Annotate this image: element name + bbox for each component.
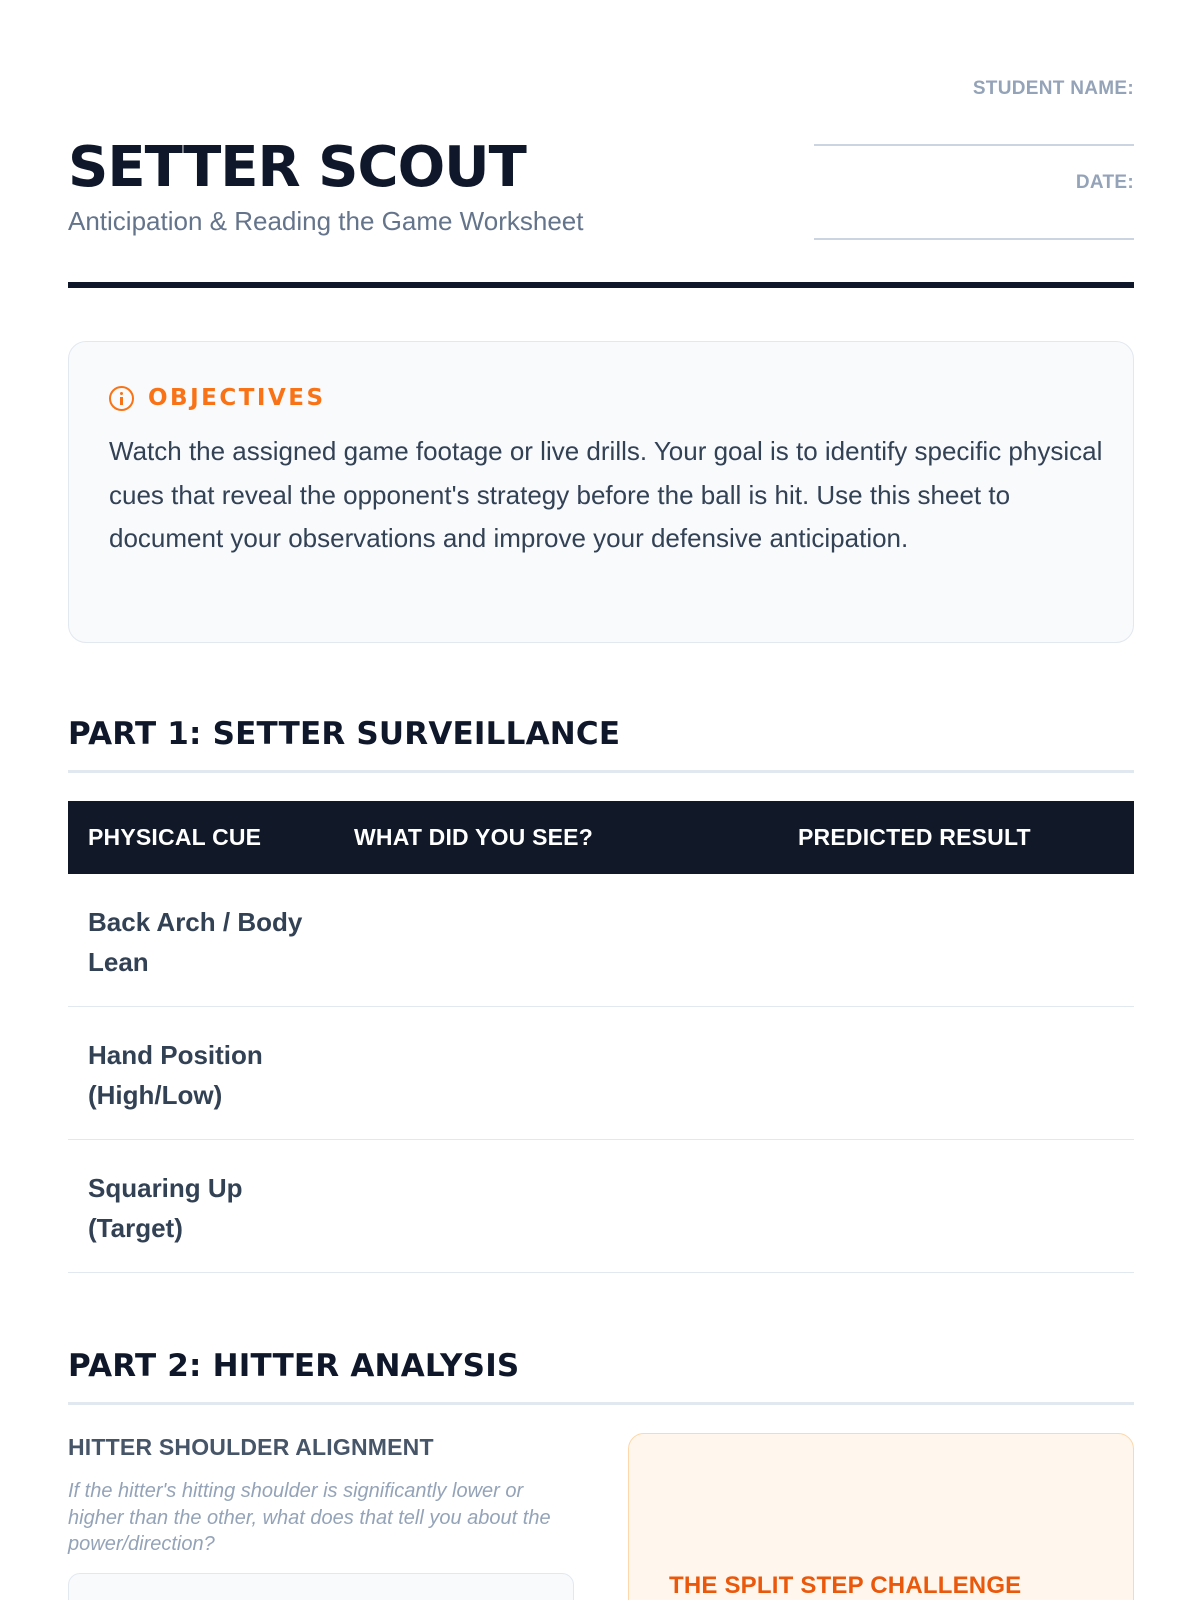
table-header — [68, 801, 1134, 874]
worksheet-page — [68, 0, 1134, 1600]
objectives-heading — [109, 384, 326, 412]
student-name-field[interactable] — [814, 144, 1134, 146]
page-title: SETTER SCOUT — [68, 135, 526, 200]
objectives-title: OBJECTIVES — [148, 385, 326, 411]
table-row[interactable] — [68, 1007, 1134, 1140]
setter-surveillance-table — [68, 801, 1134, 1273]
objectives-box — [68, 341, 1134, 643]
date-field[interactable] — [814, 238, 1134, 240]
objectives-text: Watch the assigned game footage or live drills. Your goal is to identify specific physical cues that reveal the opponent's strategy before the ball is hit. Use this sheet to document your observations and improve your defensive anticipation. — [109, 436, 1103, 553]
info-circle-icon — [109, 386, 134, 411]
part1-divider — [68, 770, 1134, 773]
shoulder-alignment-hint: If the hitter's hitting shoulder is significantly lower or higher than the other, what does that tell you about the power/direction? — [68, 1480, 551, 1555]
worksheet-header — [68, 0, 1134, 288]
student-name-label: STUDENT NAME: — [972, 78, 1134, 99]
cue-label: Back Arch / Body Lean — [88, 907, 303, 977]
cue-label: Squaring Up (Target) — [88, 1173, 243, 1243]
part2-divider — [68, 1402, 1134, 1405]
shoulder-alignment-answer-field[interactable] — [68, 1573, 574, 1600]
split-step-challenge-card — [628, 1433, 1134, 1600]
table-row[interactable] — [68, 874, 1134, 1007]
hitter-shoulder-alignment-title: HITTER SHOULDER ALIGNMENT — [68, 1434, 434, 1460]
part2-title: PART 2: HITTER ANALYSIS — [68, 1348, 520, 1384]
column-header-what-did-you-see: WHAT DID YOU SEE? — [354, 824, 593, 850]
cue-label: Hand Position (High/Low) — [88, 1040, 263, 1110]
table-row[interactable] — [68, 1140, 1134, 1273]
page-subtitle: Anticipation & Reading the Game Worksheet — [68, 206, 584, 236]
column-header-physical-cue: PHYSICAL CUE — [88, 824, 262, 850]
date-label: DATE: — [1075, 172, 1134, 193]
column-header-predicted-result: PREDICTED RESULT — [798, 824, 1031, 850]
part1-title: PART 1: SETTER SURVEILLANCE — [68, 716, 621, 752]
challenge-title: THE SPLIT STEP CHALLENGE — [669, 1572, 1022, 1599]
